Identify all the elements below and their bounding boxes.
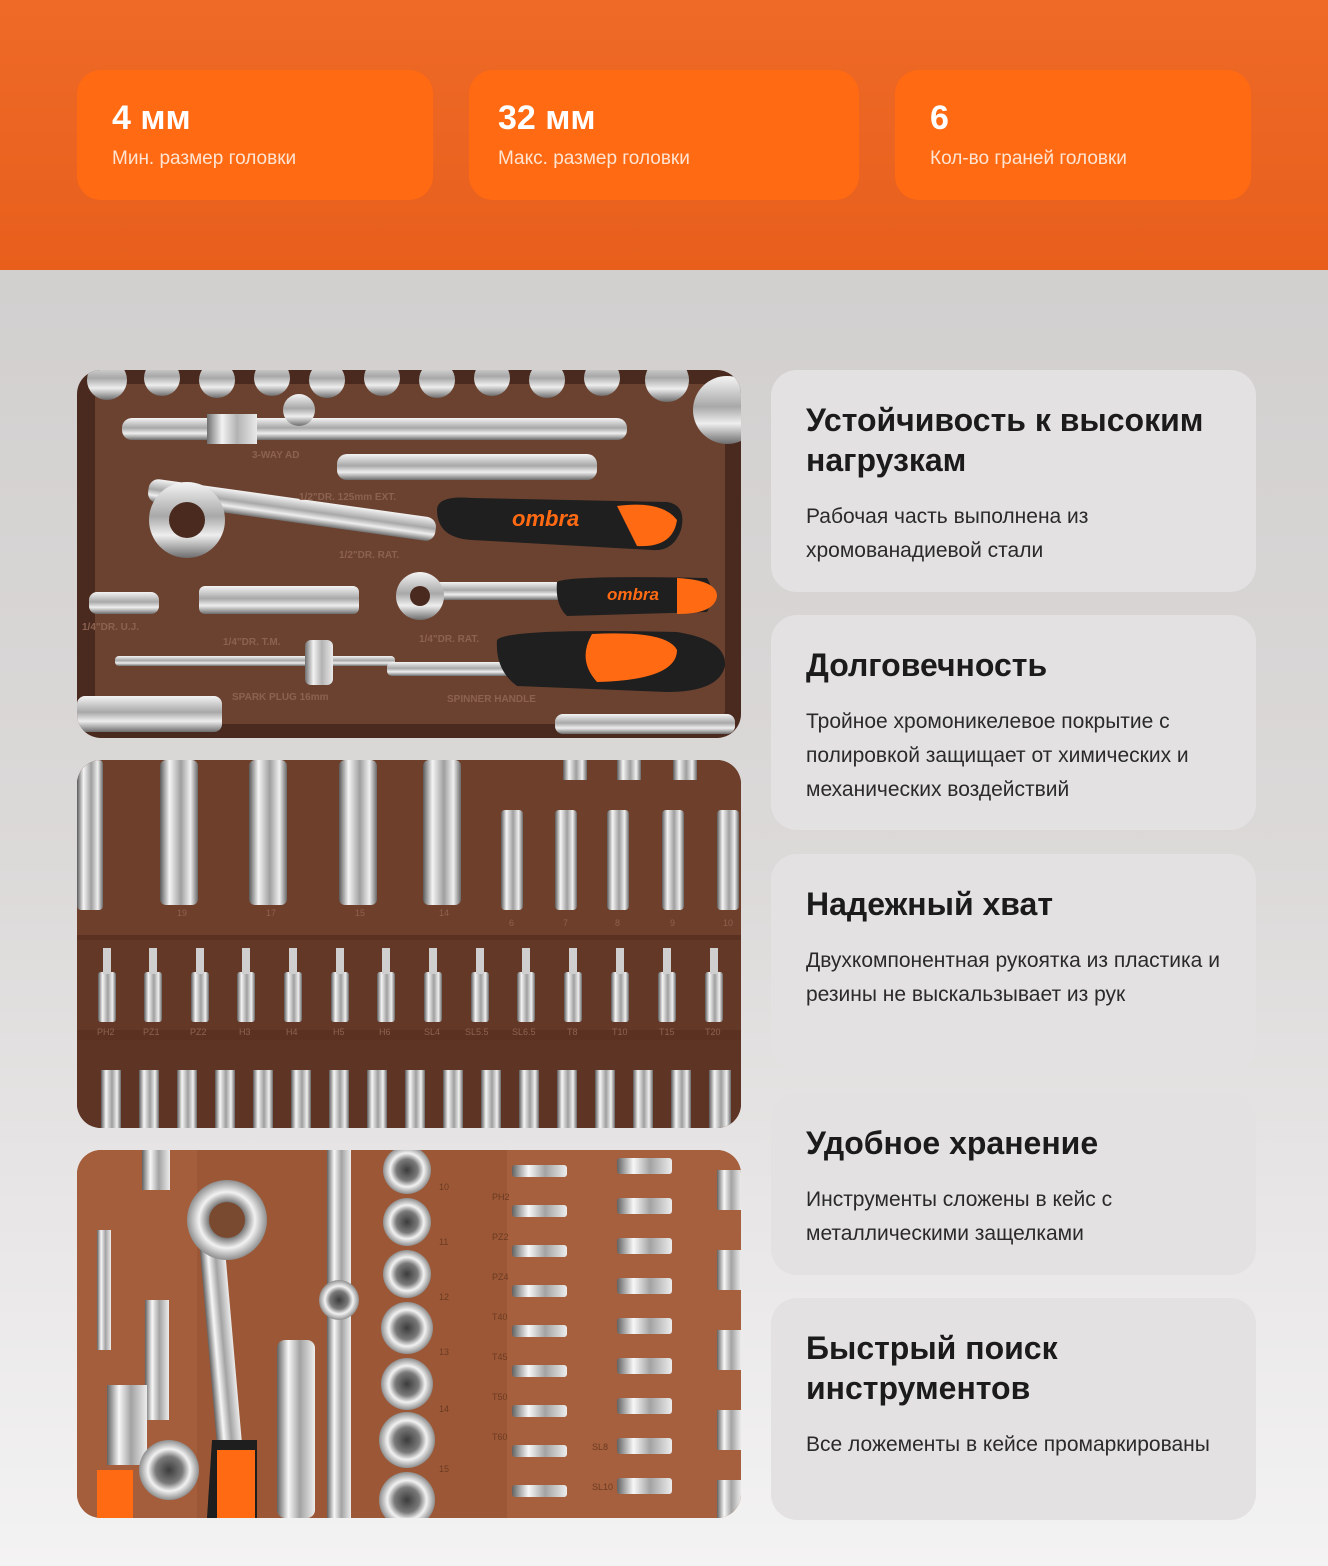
feature-card-durability bbox=[771, 615, 1256, 830]
tray-label: PZ2 bbox=[492, 1232, 509, 1242]
stat-value: 4 мм bbox=[112, 99, 191, 137]
extension-bar bbox=[327, 1150, 351, 1518]
tray-label: 17 bbox=[266, 908, 277, 918]
feature-title: Удобное хранение bbox=[806, 1125, 1099, 1161]
stat-card-min-size bbox=[77, 70, 433, 200]
photo-ratchets-tray bbox=[77, 370, 741, 738]
tray-label: T50 bbox=[492, 1392, 508, 1402]
tray-label: T15 bbox=[659, 1027, 675, 1037]
tray-label: H5 bbox=[333, 1027, 345, 1037]
feature-description: Двухкомпонентная рукоятка из пластика и резины не выскальзывает из рук bbox=[806, 949, 1220, 1006]
feature-title: Быстрый поиск инструментов bbox=[806, 1330, 1058, 1406]
tray-label: PZ1 bbox=[143, 1027, 160, 1037]
feature-card-load-resistance bbox=[771, 370, 1256, 592]
feature-description: Инструменты сложены в кейс с металлическими защелками bbox=[806, 1188, 1113, 1245]
stat-value: 6 bbox=[930, 99, 949, 137]
feature-title: Устойчивость к высоким нагрузкам bbox=[806, 402, 1204, 478]
photo-bits-tray bbox=[77, 760, 741, 1128]
brand-text: ombra bbox=[512, 506, 580, 531]
tray-label: SL4 bbox=[424, 1027, 441, 1037]
tray-label: 9 bbox=[670, 918, 676, 928]
tray-label: 15 bbox=[355, 908, 366, 918]
tray-label: 1/2"DR. 125mm EXT. bbox=[299, 492, 397, 503]
tray-label: T45 bbox=[492, 1352, 508, 1362]
feature-title: Надежный хват bbox=[806, 886, 1054, 922]
universal-joint bbox=[145, 1300, 169, 1420]
tray-label: 1/4"DR. U.J. bbox=[82, 622, 139, 633]
feature-description: Рабочая часть выполнена из хромованадиевой стали bbox=[806, 505, 1089, 562]
tray-label: T8 bbox=[567, 1027, 578, 1037]
tray-label: 7 bbox=[563, 918, 569, 928]
spark-plug-socket bbox=[77, 696, 222, 732]
feature-description: Все ложементы в кейсе промаркированы bbox=[806, 1433, 1210, 1456]
tray-label: SL6.5 bbox=[512, 1027, 536, 1037]
tray-label: H3 bbox=[239, 1027, 251, 1037]
tray-label: T40 bbox=[492, 1312, 508, 1322]
tray-label: 10 bbox=[723, 918, 734, 928]
photo-sockets-tray bbox=[77, 1150, 741, 1518]
tray-label: T60 bbox=[492, 1432, 508, 1442]
tray-label: 6 bbox=[509, 918, 515, 928]
tray-label: H4 bbox=[286, 1027, 298, 1037]
tray-label: 14 bbox=[439, 1404, 450, 1414]
sliding-t-bar bbox=[115, 656, 395, 666]
tray-label: PZ4 bbox=[492, 1272, 509, 1282]
tray-label: SL5.5 bbox=[465, 1027, 489, 1037]
tray-label: T10 bbox=[612, 1027, 628, 1037]
tray-label: SL8 bbox=[592, 1442, 609, 1452]
tray-label: 11 bbox=[439, 1237, 449, 1247]
tray-label: 10 bbox=[439, 1182, 450, 1192]
feature-card-storage bbox=[771, 1093, 1256, 1275]
tray-label: PH2 bbox=[492, 1192, 510, 1202]
extension-bar-125mm bbox=[337, 454, 597, 480]
tray-label: PH2 bbox=[97, 1027, 115, 1037]
feature-card-quick-search bbox=[771, 1298, 1256, 1520]
tray-label: SPARK PLUG 16mm bbox=[232, 692, 329, 703]
tray-label: 1/4"DR. T.M. bbox=[223, 637, 281, 648]
tray-label: T20 bbox=[705, 1027, 721, 1037]
stat-label: Макс. размер головки bbox=[498, 148, 690, 169]
tray-label: H6 bbox=[379, 1027, 391, 1037]
tray-label: SL10 bbox=[592, 1482, 614, 1492]
tray-label: 14 bbox=[439, 908, 450, 918]
stat-card-facets bbox=[895, 70, 1251, 200]
stat-card-max-size bbox=[469, 70, 859, 200]
tray-label: 1/4"DR. RAT. bbox=[419, 634, 480, 645]
brand-text-small: ombra bbox=[607, 585, 659, 604]
tray-label: 12 bbox=[439, 1292, 450, 1302]
tray-label: SPINNER HANDLE bbox=[447, 694, 536, 705]
stat-value: 32 мм bbox=[498, 99, 596, 137]
tray-label: 8 bbox=[615, 918, 621, 928]
feature-card-reliable-grip bbox=[771, 854, 1256, 1070]
feature-title: Долговечность bbox=[806, 647, 1048, 683]
stat-label: Кол-во граней головки bbox=[930, 148, 1127, 169]
extension-bar-long bbox=[122, 418, 627, 440]
feature-description: Тройное хромоникелевое покрытие с полировкой защищает от химических и механических воздействий bbox=[806, 710, 1189, 801]
tray-label: 15 bbox=[439, 1464, 450, 1474]
tray-label: 1/2"DR. RAT. bbox=[339, 550, 400, 561]
tray-label: 3-WAY AD bbox=[252, 450, 300, 461]
stat-label: Мин. размер головки bbox=[112, 148, 297, 169]
tray-label: PZ2 bbox=[190, 1027, 207, 1037]
tray-label: 19 bbox=[177, 908, 188, 918]
tray-label: 13 bbox=[439, 1347, 450, 1357]
